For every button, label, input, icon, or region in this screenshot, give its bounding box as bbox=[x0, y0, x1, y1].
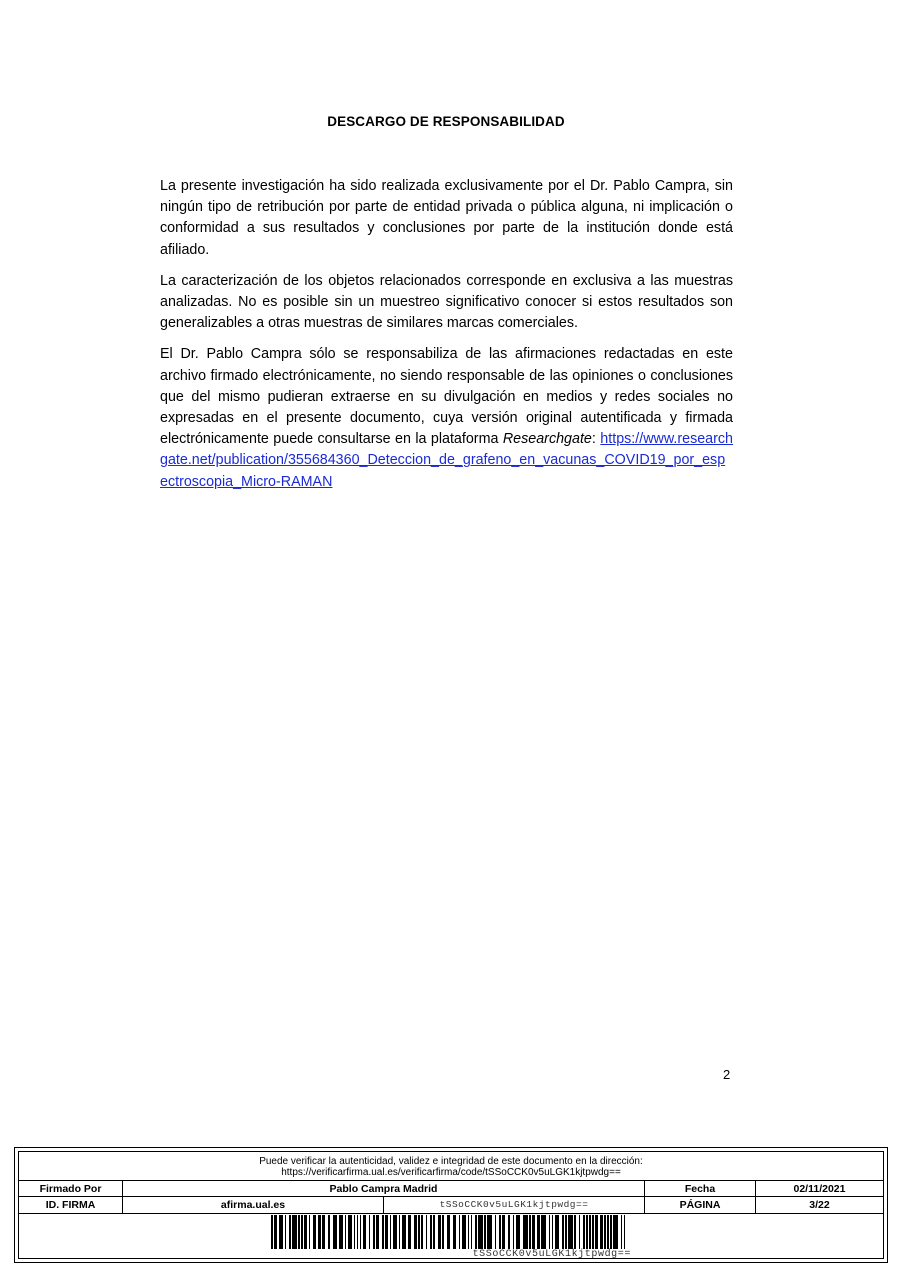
document-title: DESCARGO DE RESPONSABILIDAD bbox=[327, 114, 565, 129]
signature-stamp bbox=[14, 1147, 888, 1263]
id-server: afirma.ual.es bbox=[122, 1197, 383, 1213]
paragraph-2: La caracterización de los objetos relacionados corresponde en exclusiva a las muestras analizadas. No es posible sin un muestreo significativo conocer si estos resultados son generalizables a otras muestras de similares marcas comerciales. bbox=[160, 272, 733, 332]
verify-url[interactable]: https://verificarfirma.ual.es/verificarfirma/code/tSSoCCK0v5uLGK1kjtpwdg== bbox=[281, 1167, 621, 1178]
barcode-text: tSSoCCK0v5uLGK1kjtpwdg== bbox=[472, 1249, 631, 1260]
barcode-image bbox=[271, 1215, 631, 1249]
date-value: 02/11/2021 bbox=[755, 1181, 883, 1197]
colon: : bbox=[591, 431, 596, 448]
verify-notice bbox=[19, 1156, 883, 1178]
page-label: PÁGINA bbox=[644, 1197, 755, 1213]
document-body bbox=[160, 176, 733, 503]
signature-stamp-frame bbox=[18, 1151, 884, 1259]
signed-by-value: Pablo Campra Madrid bbox=[122, 1181, 644, 1197]
page-number: 2 bbox=[723, 1067, 731, 1082]
researchgate-link[interactable]: https://www.researchgate.net/publication/355684360_Deteccion_de_grafeno_en_vacunas_COVID19_por_espectroscopia_Micro-RAMAN bbox=[160, 431, 733, 490]
paragraph-3 bbox=[160, 344, 733, 492]
platform-name: Researchgate bbox=[502, 431, 592, 448]
paragraph-3-text: El Dr. Pablo Campra sólo se responsabiliza de las afirmaciones redactadas en este archivo firmado electrónicamente, no siendo responsable de las opiniones o conclusiones que del mismo pudieran extraerse en su divulgación en medios y redes sociales no expresadas en el presente documento, cuya versión original autentificada y firmada electrónicamente puede consultarse en la plataforma bbox=[160, 346, 733, 448]
paragraph-1: La presente investigación ha sido realizada exclusivamente por el Dr. Pablo Campra, sin ningún tipo de retribución por parte de entidad privada o pública alguna, ni implicación o conformidad a sus resultados y conclusiones por parte de la institución donde está afiliado. bbox=[160, 178, 733, 258]
signature-id-row bbox=[19, 1196, 883, 1214]
id-code: tSSoCCK0v5uLGK1kjtpwdg== bbox=[383, 1197, 644, 1213]
id-label: ID. FIRMA bbox=[45, 1199, 96, 1211]
signed-by-label: Firmado Por bbox=[39, 1183, 102, 1195]
date-label: Fecha bbox=[644, 1181, 755, 1197]
signed-by-row bbox=[19, 1180, 883, 1197]
verify-line-1: Puede verificar la autenticidad, validez e integridad de este documento en la dirección: bbox=[259, 1156, 643, 1167]
page-value: 3/22 bbox=[755, 1197, 883, 1213]
